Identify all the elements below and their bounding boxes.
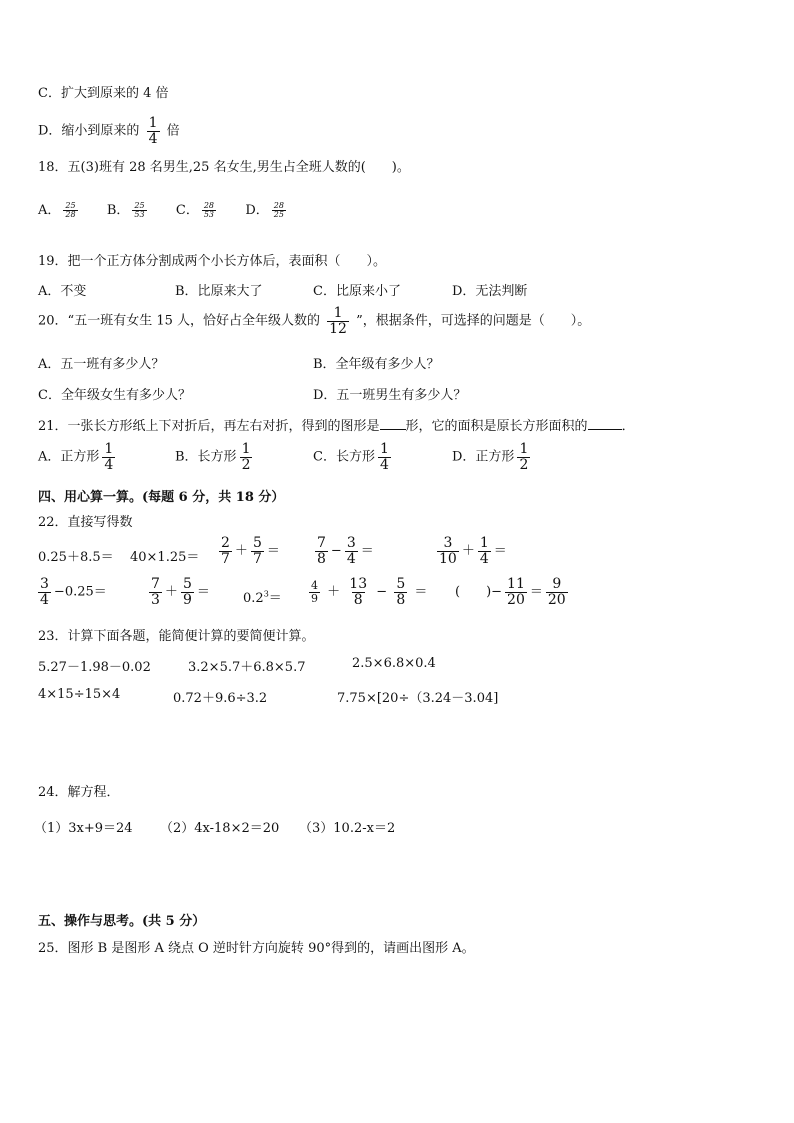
- q18-options: [38, 199, 289, 219]
- q17-option-d: [38, 116, 180, 146]
- fraction: $\frac{11}{20}$: [507, 576, 525, 608]
- fraction: $\frac{5}{7}$: [252, 535, 262, 567]
- q20-option-c: C．全年级女生有多少人？: [38, 388, 191, 403]
- fraction: $\frac{3}{4}$: [346, 535, 356, 567]
- q22-expr-5: $\frac{3}{10}$ ＋ $\frac{1}{4}$ ＝: [439, 535, 507, 567]
- q19-option-b: B．比原来大了: [175, 284, 263, 299]
- fraction: $\frac{1}{2}$: [241, 441, 251, 473]
- q23-stem: 23．计算下面各题，能简便计算的要简便计算。: [38, 629, 315, 644]
- fraction: $\frac{28}{25}$: [273, 200, 284, 219]
- q24-equation-2: （2）4x-18×2＝20: [160, 821, 280, 836]
- q22-expr-7: $\frac{7}{3}$ ＋ $\frac{5}{9}$ ＝: [151, 576, 210, 608]
- q21-option-d: D．正方形 $\frac{1}{2}$: [452, 441, 529, 473]
- fraction: $\frac{7}{8}$: [317, 535, 326, 567]
- q23-expr-5: 0.72＋9.6÷3.2: [173, 691, 268, 706]
- q19-option-c: C．比原来小了: [313, 284, 401, 299]
- answer-blank[interactable]: [588, 417, 622, 430]
- section-5-heading: 五、操作与思考。(共 5 分）: [38, 914, 206, 929]
- q18-option-b: B． $\frac{25}{53}$: [106, 200, 145, 219]
- q22-expr-8: $0.2^3=$: [243, 589, 282, 606]
- q21-option-b: B．长方形 $\frac{1}{2}$: [175, 441, 251, 473]
- fraction: $\frac{7}{3}$: [151, 576, 160, 608]
- answer-blank[interactable]: [380, 417, 406, 430]
- q23-expr-6: 7.75×[20÷（3.24－3.04]: [337, 691, 499, 706]
- q18-option-c: C． $\frac{28}{53}$: [175, 200, 215, 219]
- q21-option-a: A．正方形 $\frac{1}{4}$: [38, 441, 114, 473]
- q22-expr-2: 40×1.25＝: [130, 550, 200, 565]
- q18-option-d: D． $\frac{28}{25}$: [245, 200, 284, 219]
- q18-option-a: A． $\frac{25}{28}$: [38, 200, 76, 219]
- q25-stem: 25．图形 B 是图形 A 绕点 O 逆时针方向旋转 90°得到的，请画出图形 A。: [38, 941, 475, 956]
- fraction: $\frac{1}{4}$: [148, 115, 158, 147]
- q22-expr-1: 0.25＋8.5＝: [38, 550, 114, 565]
- q21-stem: 21．一张长方形纸上下对折后，再左右对折，得到的图形是 形，它的面积是原长方形面积的 ．: [38, 419, 635, 434]
- q22-expr-6: $\frac{3}{4}$ −0.25＝: [40, 576, 107, 608]
- q23-expr-3: 2.5×6.8×0.4: [352, 656, 436, 671]
- q19-option-d: D．无法判断: [452, 284, 528, 299]
- fraction: $\frac{9}{20}$: [547, 576, 566, 608]
- q23-expr-4: 4×15÷15×4: [38, 687, 121, 702]
- q20-option-a: A．五一班有多少人？: [38, 357, 165, 372]
- q22-expr-10: ( )− $\frac{11}{20}$ ＝ $\frac{9}{20}$: [455, 576, 566, 608]
- fraction: $\frac{13}{8}$: [349, 576, 368, 608]
- q24-equation-1: （1）3x+9＝24: [34, 821, 133, 836]
- fraction: $\frac{25}{28}$: [65, 200, 76, 219]
- q22-stem: 22．直接写得数: [38, 515, 133, 530]
- fraction: $\frac{25}{53}$: [134, 200, 145, 219]
- q19-option-a: A．不变: [38, 284, 87, 299]
- fraction: $\frac{1}{4}$: [379, 441, 389, 473]
- q22-expr-9: $\frac{4}{9}$ ＋ $\frac{13}{8}$ − $\frac{5}{8}$ ＝: [311, 576, 428, 608]
- q23-expr-1: 5.27－1.98－0.02: [38, 660, 151, 675]
- q18-stem: 18．五(3)班有 28 名男生,25 名女生,男生占全班人数的( )。: [38, 160, 410, 175]
- q17-option-d-prefix: D．缩小到原来的: [38, 123, 140, 139]
- fraction: $\frac{3}{10}$: [439, 535, 457, 567]
- q20-option-d: D．五一班男生有多少人？: [313, 388, 467, 403]
- fraction: $\frac{1}{4}$: [479, 535, 489, 567]
- fraction: $\frac{1}{12}$: [329, 305, 347, 337]
- q22-expr-3: $\frac{2}{7}$ ＋ $\frac{5}{7}$ ＝: [221, 535, 280, 567]
- q19-stem: 19．把一个正方体分割成两个小长方体后，表面积（ ）。: [38, 254, 387, 269]
- q24-stem: 24．解方程．: [38, 785, 120, 800]
- q20-stem: 20．“五一班有女生 15 人，恰好占全年级人数的 $\frac{1}{12}$ ”，根据条件，可选择的问题是（ ）。: [38, 305, 591, 337]
- q24-equation-3: （3）10.2-x＝2: [299, 821, 396, 836]
- q17-option-d-suffix: 倍: [166, 123, 180, 139]
- fraction: $\frac{1}{2}$: [519, 441, 529, 473]
- fraction: $\frac{1}{4}$: [104, 441, 114, 473]
- fraction: $\frac{2}{7}$: [221, 535, 230, 567]
- fraction: $\frac{3}{4}$: [40, 576, 49, 608]
- q22-expr-4: $\frac{7}{8}$ − $\frac{3}{4}$ ＝: [317, 535, 374, 567]
- section-4-heading: 四、用心算一算。(每题 6 分，共 18 分）: [38, 490, 285, 505]
- fraction: $\frac{28}{53}$: [203, 200, 215, 219]
- fraction: $\frac{4}{9}$: [311, 579, 318, 605]
- fraction: $\frac{5}{8}$: [396, 576, 406, 608]
- q21-option-c: C．长方形 $\frac{1}{4}$: [313, 441, 389, 473]
- q23-expr-2: 3.2×5.7＋6.8×5.7: [188, 660, 306, 675]
- q17-option-c: C．扩大到原来的 4 倍: [38, 86, 169, 101]
- fraction: $\frac{5}{9}$: [182, 576, 192, 608]
- q20-option-b: B．全年级有多少人？: [313, 357, 440, 372]
